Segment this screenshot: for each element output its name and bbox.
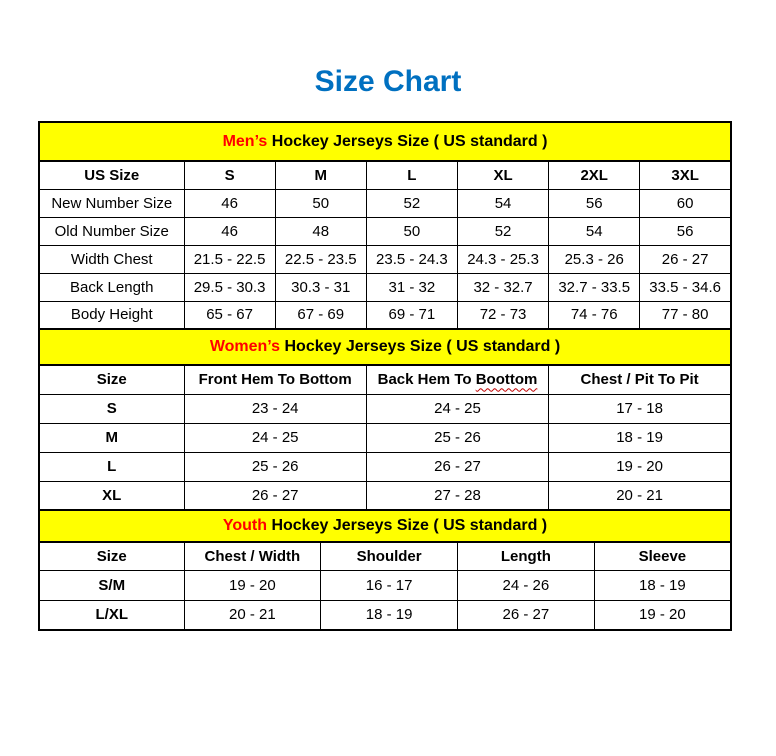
- column-header: 3XL: [640, 161, 731, 189]
- table-row: [39, 245, 731, 273]
- mens-size-table: [38, 121, 732, 330]
- page-title: Size Chart: [314, 65, 462, 98]
- table-cell: 32 - 32.7: [457, 273, 548, 301]
- table-cell: 24.3 - 25.3: [457, 245, 548, 273]
- column-header: Sleeve: [594, 542, 731, 570]
- table-cell: 24 - 25: [184, 423, 366, 452]
- table-row: [39, 570, 731, 600]
- table-cell: Body Height: [39, 301, 184, 329]
- youth-header-row: [39, 542, 731, 570]
- table-row: [39, 273, 731, 301]
- column-header: Front Hem To Bottom: [184, 365, 366, 394]
- table-cell: 23 - 24: [184, 394, 366, 423]
- youth-banner: Youth Hockey Jerseys Size ( US standard ): [39, 510, 731, 542]
- table-cell: 19 - 20: [184, 570, 321, 600]
- table-cell: 21.5 - 22.5: [184, 245, 275, 273]
- table-cell: L/XL: [39, 600, 184, 630]
- column-header: 2XL: [549, 161, 640, 189]
- table-cell: 52: [457, 217, 548, 245]
- misspelled-word: Boottom: [475, 371, 538, 389]
- table-row: [39, 394, 731, 423]
- womens-header-row: [39, 365, 731, 394]
- table-cell: 20 - 21: [549, 481, 731, 510]
- womens-size-table: [38, 328, 732, 511]
- table-cell: 46: [184, 189, 275, 217]
- table-row: [39, 481, 731, 510]
- table-cell: 23.5 - 24.3: [366, 245, 457, 273]
- mens-banner: Men’s Hockey Jerseys Size ( US standard ): [39, 122, 731, 161]
- table-row: [39, 217, 731, 245]
- column-header: Size: [39, 542, 184, 570]
- column-header: S: [184, 161, 275, 189]
- table-cell: 52: [366, 189, 457, 217]
- womens-banner: Women’s Hockey Jerseys Size ( US standard ): [39, 329, 731, 365]
- table-cell: 16 - 17: [321, 570, 458, 600]
- table-cell: XL: [39, 481, 184, 510]
- table-cell: 29.5 - 30.3: [184, 273, 275, 301]
- table-cell: 72 - 73: [457, 301, 548, 329]
- table-cell: 19 - 20: [594, 600, 731, 630]
- table-cell: 33.5 - 34.6: [640, 273, 731, 301]
- table-cell: 54: [549, 217, 640, 245]
- youth-banner-highlight: Youth: [222, 517, 267, 534]
- table-cell: 19 - 20: [549, 452, 731, 481]
- column-header: M: [275, 161, 366, 189]
- table-cell: 25 - 26: [366, 423, 548, 452]
- youth-size-table: [38, 509, 732, 631]
- table-cell: 25 - 26: [184, 452, 366, 481]
- table-cell: 46: [184, 217, 275, 245]
- column-header: Chest / Pit To Pit: [549, 365, 731, 394]
- table-cell: 69 - 71: [366, 301, 457, 329]
- column-header: Chest / Width: [184, 542, 321, 570]
- table-cell: 56: [549, 189, 640, 217]
- size-tables: [38, 121, 732, 631]
- table-cell: 26 - 27: [184, 481, 366, 510]
- table-cell: S/M: [39, 570, 184, 600]
- table-cell: 24 - 25: [366, 394, 548, 423]
- table-cell: 26 - 27: [366, 452, 548, 481]
- table-cell: 54: [457, 189, 548, 217]
- table-cell: 22.5 - 23.5: [275, 245, 366, 273]
- table-cell: 24 - 26: [458, 570, 595, 600]
- womens-banner-highlight: Women’s: [209, 338, 281, 355]
- table-cell: 18 - 19: [594, 570, 731, 600]
- table-row: [39, 189, 731, 217]
- table-row: [39, 452, 731, 481]
- table-row: [39, 301, 731, 329]
- table-cell: 74 - 76: [549, 301, 640, 329]
- column-header: Length: [458, 542, 595, 570]
- table-cell: 48: [275, 217, 366, 245]
- table-row: [39, 600, 731, 630]
- table-cell: M: [39, 423, 184, 452]
- table-cell: 26 - 27: [640, 245, 731, 273]
- table-cell: Back Length: [39, 273, 184, 301]
- column-header: Shoulder: [321, 542, 458, 570]
- column-header: L: [366, 161, 457, 189]
- table-cell: 26 - 27: [458, 600, 595, 630]
- table-cell: 20 - 21: [184, 600, 321, 630]
- table-cell: 31 - 32: [366, 273, 457, 301]
- column-header: Back Hem To Boottom: [366, 365, 548, 394]
- column-header: XL: [457, 161, 548, 189]
- table-cell: 50: [366, 217, 457, 245]
- table-cell: 30.3 - 31: [275, 273, 366, 301]
- column-header: US Size: [39, 161, 184, 189]
- table-cell: 18 - 19: [321, 600, 458, 630]
- table-cell: 25.3 - 26: [549, 245, 640, 273]
- table-cell: 77 - 80: [640, 301, 731, 329]
- table-cell: S: [39, 394, 184, 423]
- table-cell: L: [39, 452, 184, 481]
- table-cell: 65 - 67: [184, 301, 275, 329]
- table-cell: 56: [640, 217, 731, 245]
- table-cell: Width Chest: [39, 245, 184, 273]
- table-cell: 60: [640, 189, 731, 217]
- table-cell: 32.7 - 33.5: [549, 273, 640, 301]
- table-cell: 17 - 18: [549, 394, 731, 423]
- column-header: Size: [39, 365, 184, 394]
- mens-banner-highlight: Men’s: [222, 132, 268, 150]
- table-row: [39, 423, 731, 452]
- mens-header-row: [39, 161, 731, 189]
- table-cell: 67 - 69: [275, 301, 366, 329]
- table-cell: Old Number Size: [39, 217, 184, 245]
- table-cell: 50: [275, 189, 366, 217]
- table-cell: New Number Size: [39, 189, 184, 217]
- table-cell: 27 - 28: [366, 481, 548, 510]
- table-cell: 18 - 19: [549, 423, 731, 452]
